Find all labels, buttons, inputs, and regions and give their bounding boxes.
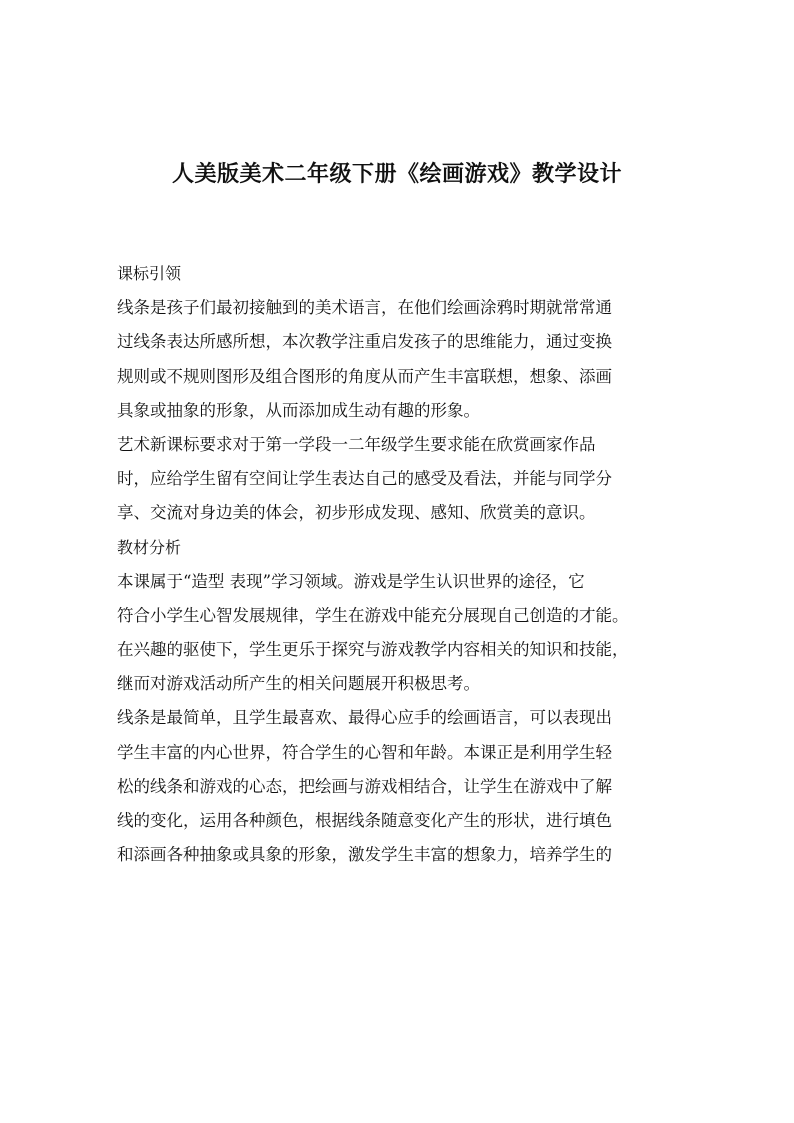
paragraph-line: 继而对游戏活动所产生的相关问题展开积极思考。 — [117, 674, 480, 694]
section-heading-textbook-analysis: 教材分析 — [117, 537, 182, 557]
paragraph-line: 线的变化，运用各种颜色，根据线条随意变化产生的形状，进行填色 — [117, 811, 612, 830]
paragraph-line: 过线条表达所感所想，本次教学注重启发孩子的思维能力，通过变换 — [117, 332, 612, 352]
paragraph-line: 享、交流对身边美的体会，初步形成发现、感知、欣赏美的意识。 — [117, 503, 596, 523]
paragraph-line: 本课属于“造型 表现”学习领域。游戏是学生认识世界的途径，它 — [117, 571, 585, 591]
paragraph-line: 符合小学生心智发展规律，学生在游戏中能充分展现自己创造的才能。 — [117, 605, 629, 625]
paragraph-line: 在兴趣的驱使下，学生更乐于探究与游戏教学内容相关的知识和技能， — [117, 640, 629, 660]
paragraph-line: 规则或不规则图形及组合图形的角度从而产生丰富联想，想象、添画 — [117, 366, 612, 386]
paragraph-line: 艺术新课标要求对于第一学段一二年级学生要求能在欣赏画家作品 — [117, 434, 596, 454]
paragraph-line: 松的线条和游戏的心态，把绘画与游戏相结合，让学生在游戏中了解 — [117, 776, 612, 796]
document-body — [117, 257, 687, 872]
paragraph-line: 学生丰富的内心世界，符合学生的心智和年龄。本课正是利用学生轻 — [117, 742, 612, 762]
paragraph-line: 线条是最简单，且学生最喜欢、最得心应手的绘画语言，可以表现出 — [117, 708, 612, 728]
paragraph-line: 时，应给学生留有空间让学生表达自己的感受及看法，并能与同学分 — [117, 469, 612, 489]
paragraph-line: 线条是孩子们最初接触到的美术语言，在他们绘画涂鸦时期就常常通 — [117, 298, 612, 318]
document-title: 人美版美术二年级下册《绘画游戏》教学设计 — [171, 162, 622, 187]
paragraph-line: 和添画各种抽象或具象的形象，激发学生丰富的想象力，培养学生的 — [117, 845, 612, 865]
paragraph-line: 具象或抽象的形象，从而添加成生动有趣的形象。 — [117, 400, 480, 420]
section-heading-curriculum: 课标引领 — [117, 264, 182, 283]
